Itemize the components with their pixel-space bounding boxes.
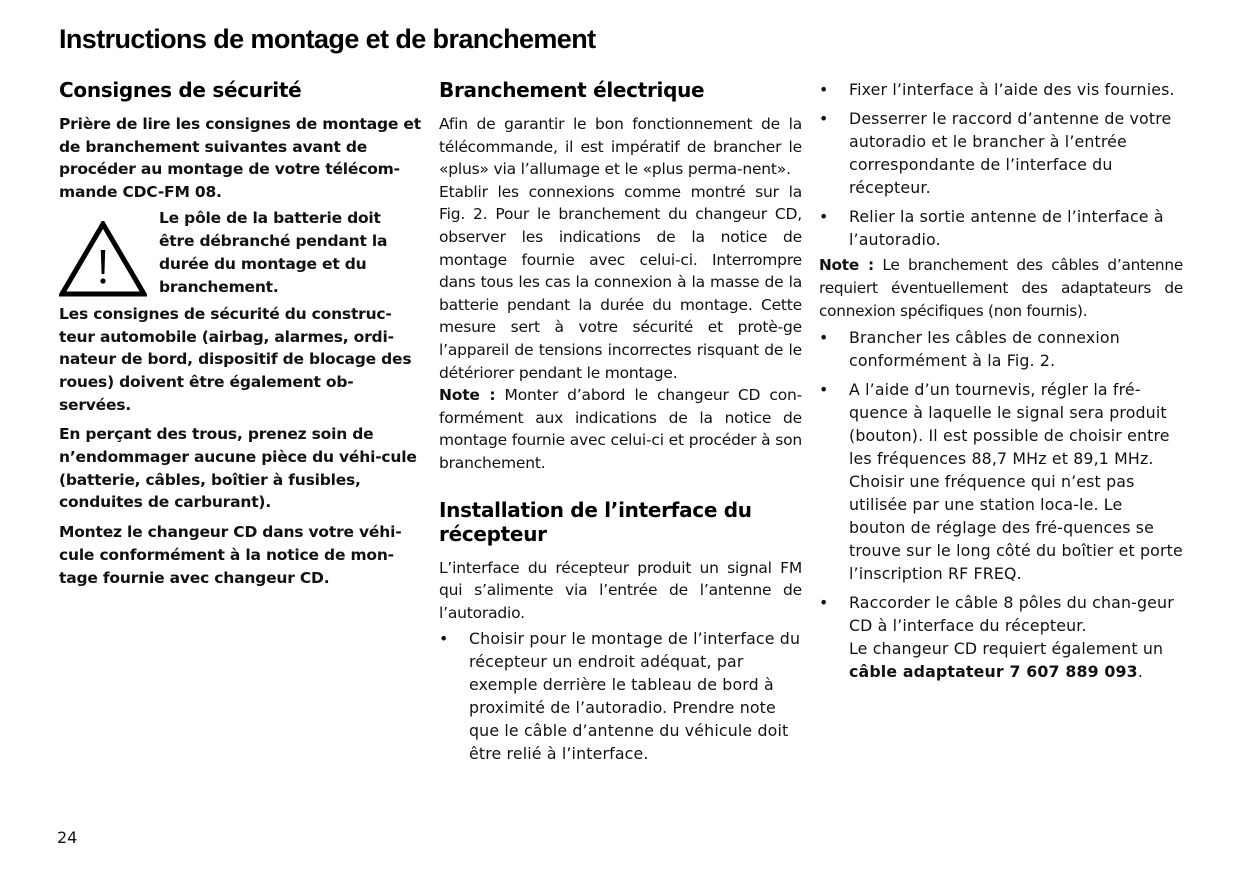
battery-warning-text: Le pôle de la batterie doit être débranché pendant la durée du montage et du branchement. xyxy=(159,208,388,296)
adapter-text: Le changeur CD requiert également un xyxy=(849,639,1164,658)
battery-warning-block xyxy=(59,207,421,299)
installation-para: L’interface du récepteur produit un signal FM qui s’alimente via l’entrée de l’antenne de l’autoradio. xyxy=(439,558,802,622)
adapter-part-number: câble adaptateur 7 607 889 093 xyxy=(849,662,1138,681)
list-item xyxy=(819,591,1183,683)
note-label: Note : xyxy=(439,386,496,405)
column-steps xyxy=(819,78,1183,683)
list-item: • Choisir pour le montage de l’interface du récepteur un endroit adéquat, par exemple derrière le tableau de bord à proximité de l’autoradio. Prendre note que le câble d’antenne du véhicule doit être relié à l’interface. xyxy=(439,627,802,765)
drilling-warning-text: En perçant des trous, prenez soin de n’endommager aucune pièce du véhi-cule (batterie, câbles, boîtier à fusibles, conduites de carburant). xyxy=(59,425,417,512)
manufacturer-safety-text: Les consignes de sécurité du construc-teur automobile (airbag, alarmes, ordi-nateur de bord, dispositif de blocage des roues) doivent être également ob-servées. xyxy=(59,304,412,414)
warning-triangle-icon xyxy=(59,221,147,297)
installation-list xyxy=(439,627,802,765)
list-item: • Relier la sortie antenne de l’interface à l’autoradio. xyxy=(819,205,1183,251)
note-label: Note : xyxy=(819,256,874,274)
column-electrical xyxy=(439,78,802,765)
page-title: Instructions de montage et de branchement xyxy=(59,24,596,54)
installation-heading: Installation de l’interface du récepteur xyxy=(439,497,752,546)
electrical-para-2: Etablir les connexions comme montré sur la Fig. 2. Pour le branchement du changeur CD, observer les indications de la notice de montage fournie avec celui-ci. Interrompre dans tous les cas la connexion à la masse de la batterie pendant la durée du montage. Cette mesure sert à votre sécurité et protè-ge l’appareil de tensions incorrectes risquant de le détériorer pendant le montage. xyxy=(439,182,802,382)
period: . xyxy=(1137,662,1143,681)
antenna-note xyxy=(819,254,1183,323)
list-item: • Brancher les câbles de connexion conformément à la Fig. 2. xyxy=(819,326,1183,372)
safety-intro: Prière de lire les consignes de montage et de branchement suivantes avant de procéder au montage de votre télécom-mande CDC-FM 08. xyxy=(59,115,421,202)
note-text: Le branchement des câbles d’antenne requiert éventuellement des adaptateurs de connexion spécifiques (non fournis). xyxy=(819,256,1183,320)
column-safety xyxy=(59,78,421,589)
page-number: 24 xyxy=(57,828,78,847)
steps-list-1 xyxy=(819,78,1183,251)
steps-list-2 xyxy=(819,326,1183,683)
safety-heading: Consignes de sécurité xyxy=(59,78,302,102)
electrical-heading: Branchement électrique xyxy=(439,78,705,102)
list-item: • Fixer l’interface à l’aide des vis fournies. xyxy=(819,78,1183,101)
note-text: Monter d’abord le changeur CD con-formément aux indications de la notice de montage fournie avec celui-ci et procéder à son branchement. xyxy=(439,386,803,472)
list-item: • A l’aide d’un tournevis, régler la fré-quence à laquelle le signal sera produit (bouton). Il est possible de choisir entre les fréquences 88,7 MHz et 89,1 MHz. Choisir une fréquence qui n’est pas utilisée par une station loca-le. Le bouton de réglage des fré-quences se trouve sur le long côté du boîtier et porte l’inscription RF FREQ. xyxy=(819,378,1183,585)
list-item: • Desserrer le raccord d’antenne de votre autoradio et le brancher à l’entrée correspondante de l’interface du récepteur. xyxy=(819,107,1183,199)
cable-instruction: Raccorder le câble 8 pôles du chan-geur CD à l’interface du récepteur. xyxy=(849,593,1174,635)
electrical-note xyxy=(439,384,802,474)
mount-instruction-text: Montez le changeur CD dans votre véhi-cule conformément à la notice de mon-tage fournie avec changeur CD. xyxy=(59,523,402,587)
electrical-para-1: Afin de garantir le bon fonctionnement de la télécommande, il est impératif de brancher le «plus» via l’allumage et le «plus perma-nent». xyxy=(439,115,802,179)
